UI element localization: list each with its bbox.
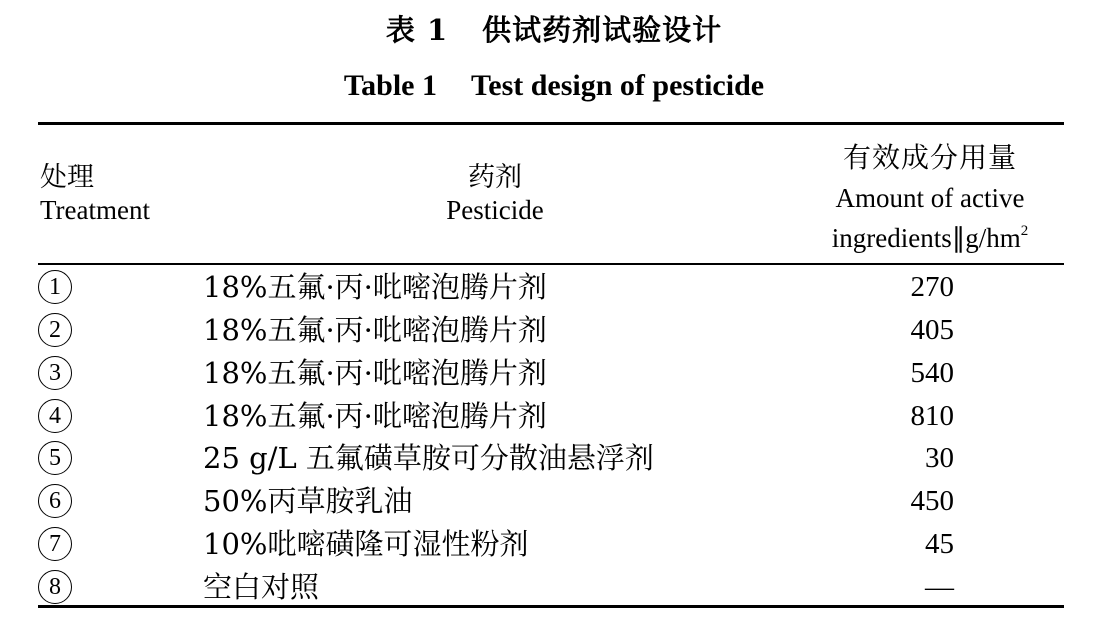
table-bottom-rule [38,605,1064,608]
table-title-cn [0,12,1108,48]
pesticide-cell: 18%五氟·丙·吡嘧泡腾片剂 [203,399,547,433]
table-caption-cn: 供试药剂试验设计 [482,13,723,47]
table-row [0,352,1108,395]
amount-cell: 540 [910,357,954,389]
treatment-number: 4 [38,399,72,433]
amount-cell: — [925,571,954,603]
amount-cell: 405 [910,314,954,346]
header-treatment-en: Treatment [40,195,150,225]
treatment-number: 7 [38,527,72,561]
treatment-number: 3 [38,356,72,390]
header-pesticide-cn: 药剂 [468,162,522,193]
pesticide-cell: 18%五氟·丙·吡嘧泡腾片剂 [203,313,547,347]
table-header-rule [38,263,1064,265]
amount-cell: 810 [910,400,954,432]
table-top-rule [38,122,1064,125]
table-row [0,480,1108,523]
amount-cell: 45 [925,528,954,560]
table-row [0,266,1108,309]
header-amount [760,138,1100,258]
table-row [0,437,1108,480]
treatment-number: 6 [38,484,72,518]
pesticide-cell: 空白对照 [203,570,320,604]
treatment-number: 2 [38,313,72,347]
table-row [0,395,1108,438]
header-amount-en-line1: Amount of active [835,183,1025,213]
header-pesticide [300,162,690,226]
pesticide-cell: 10%吡嘧磺隆可湿性粉剂 [203,527,529,561]
table-row [0,309,1108,352]
table-row [0,523,1108,566]
pesticide-cell: 18%五氟·丙·吡嘧泡腾片剂 [203,356,547,390]
treatment-number: 5 [38,441,72,475]
header-amount-en-line2 [760,218,1100,258]
treatment-number: 8 [38,570,72,604]
table-label-cn: 表 1 [385,13,449,47]
amount-cell: 270 [910,271,954,303]
table-row [0,566,1108,609]
header-amount-unit: ingredients∥g/hm [831,223,1021,253]
pesticide-cell: 18%五氟·丙·吡嘧泡腾片剂 [203,270,547,304]
amount-cell: 450 [910,485,954,517]
header-amount-unit-sup: 2 [1020,223,1029,239]
table-title-en [0,68,1108,104]
pesticide-cell: 25 g/L 五氟磺草胺可分散油悬浮剂 [203,441,654,475]
header-treatment [40,162,150,226]
header-amount-cn: 有效成分用量 [842,141,1017,174]
treatment-number: 1 [38,270,72,304]
header-treatment-cn: 处理 [40,162,94,193]
header-pesticide-en: Pesticide [446,195,544,225]
table-caption-en: Test design of pesticide [471,69,765,102]
amount-cell: 30 [925,442,954,474]
table-label-en: Table 1 [343,69,437,102]
pesticide-cell: 50%丙草胺乳油 [203,484,413,518]
